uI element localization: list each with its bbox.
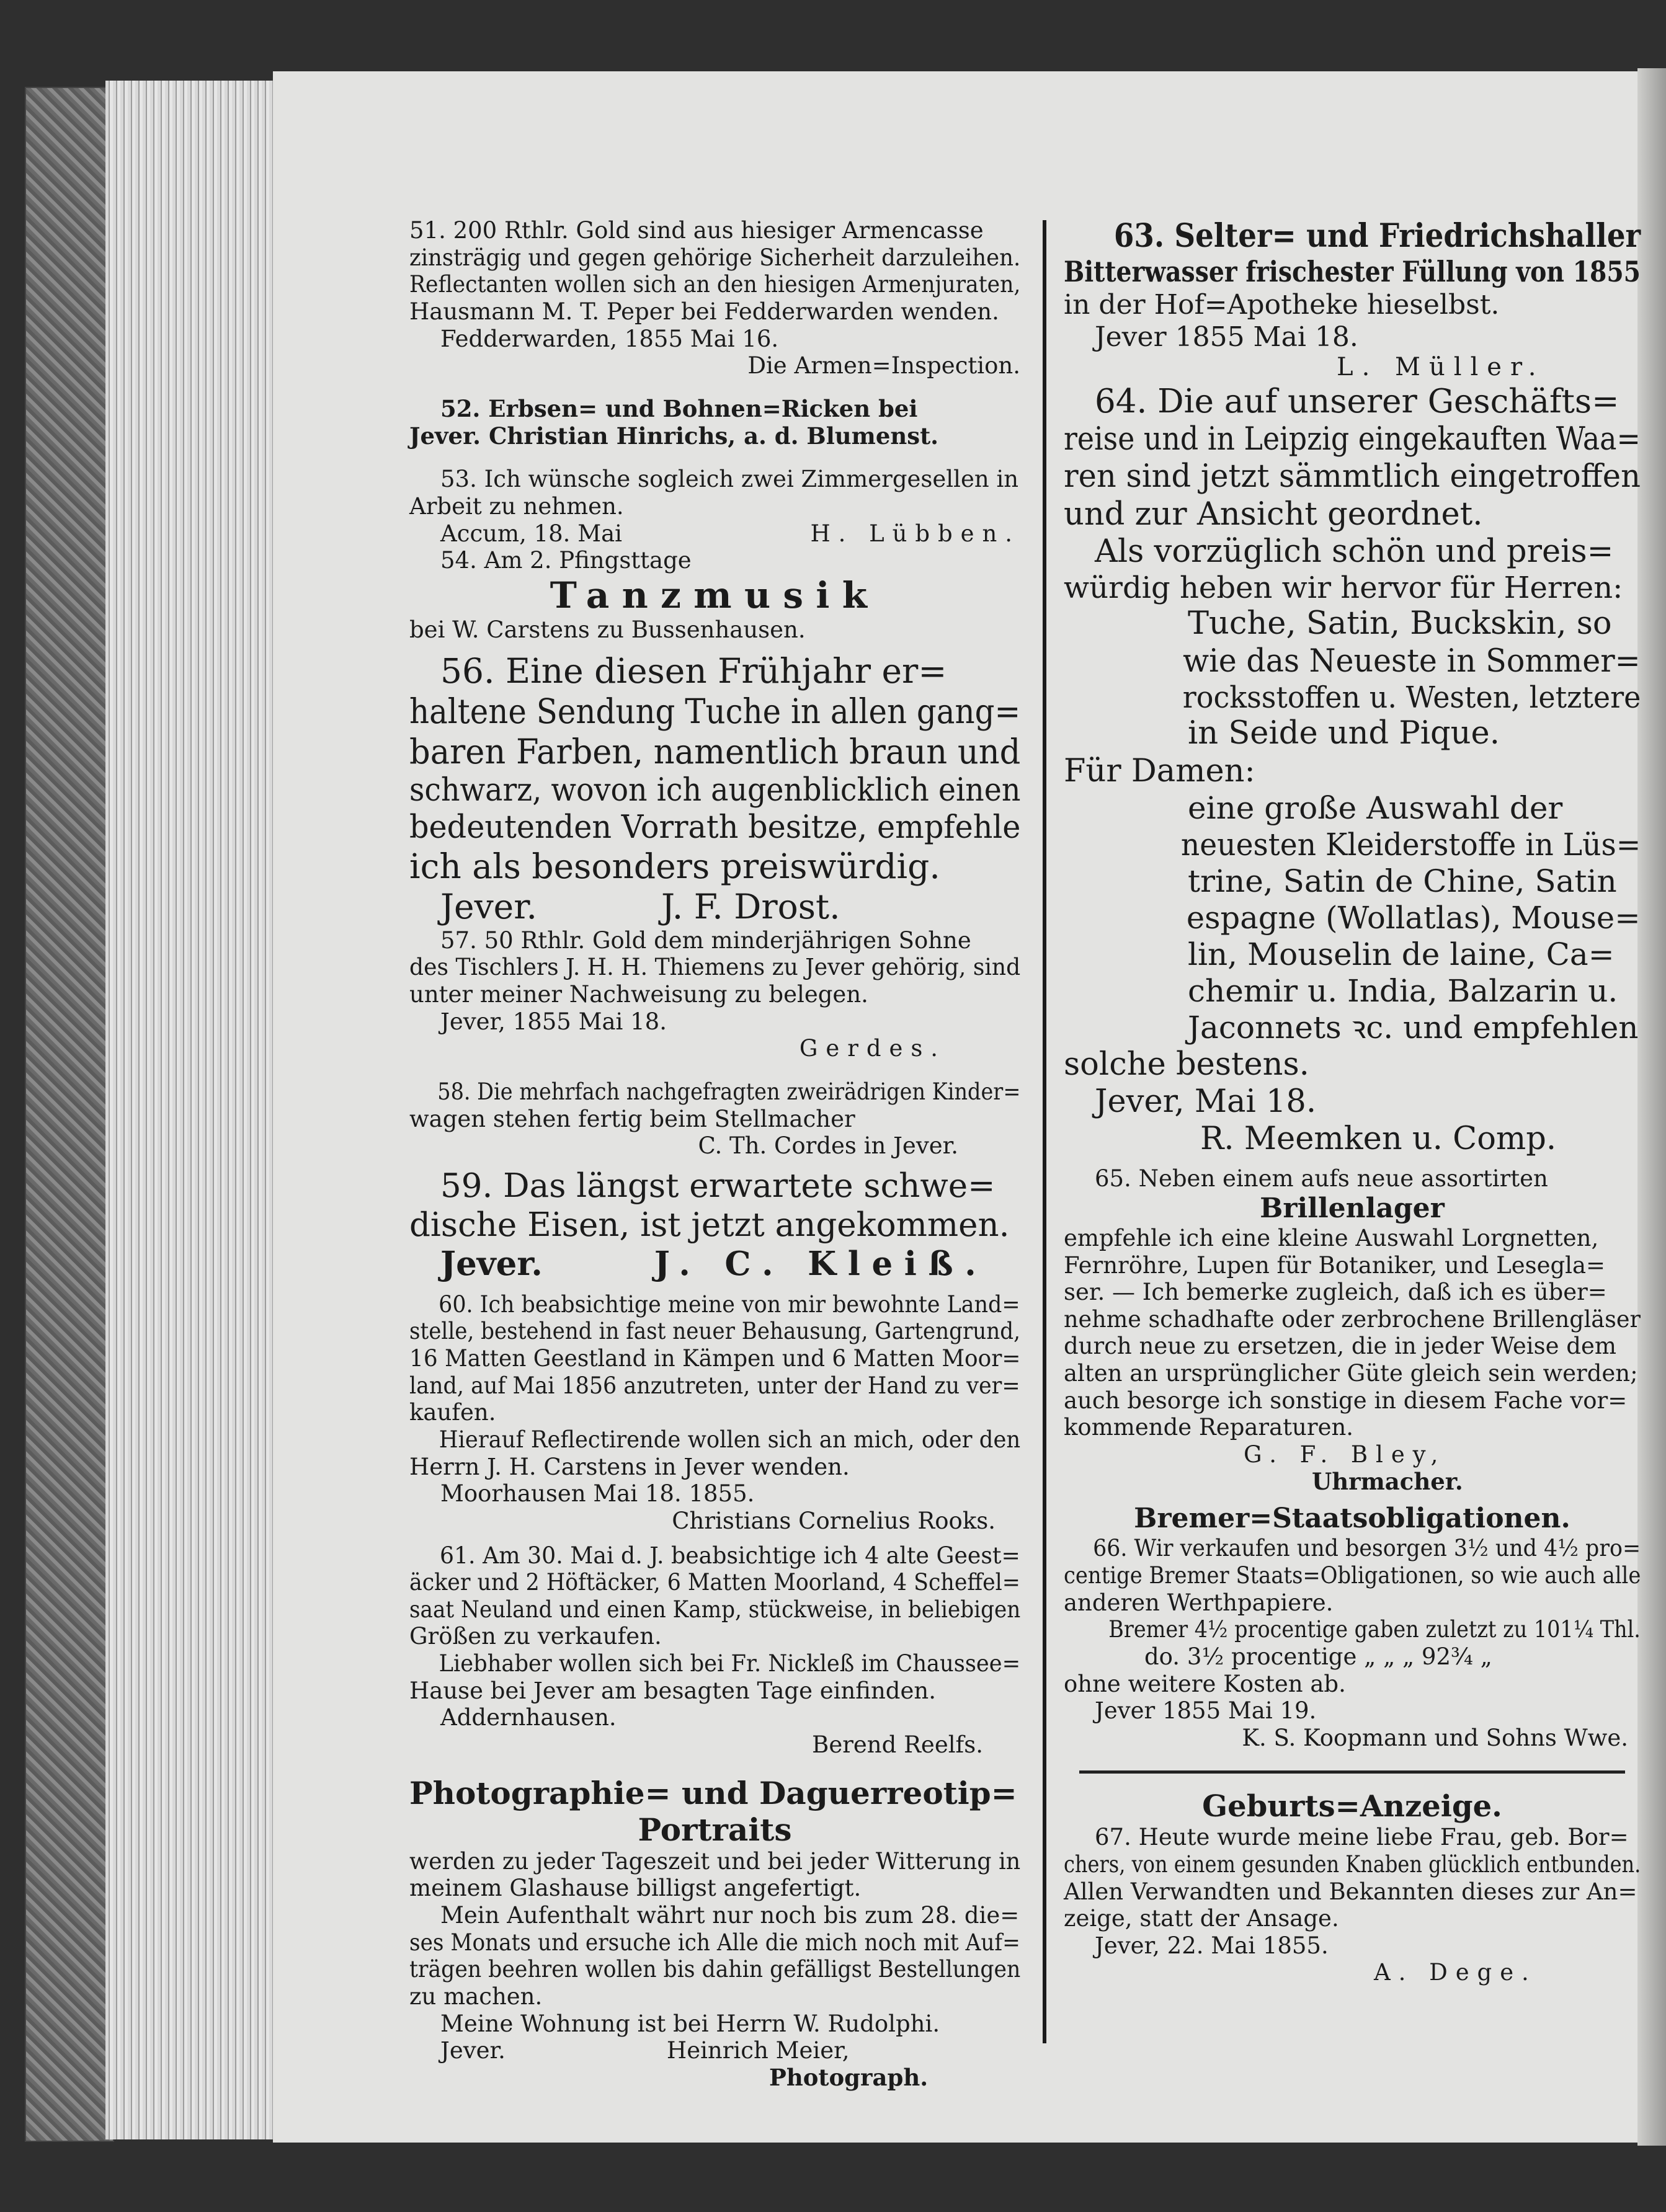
ad-signer: C. Th. Cordes in Jever.	[698, 1132, 958, 1160]
ad-line: Reflectanten wollen sich an den hiesigen Armenjuraten,	[409, 271, 1021, 298]
ad-line: 67. Heute wurde meine liebe Frau, geb. Bor=	[1095, 1824, 1629, 1851]
ad-line: espagne (Wollatlas), Mouse=	[1186, 899, 1641, 936]
ad-line: 58. Die mehrfach nachgefragten zweirädrigen Kinder=	[437, 1078, 1021, 1106]
ad-line: 59. Das längst erwartete schwe=	[440, 1167, 996, 1206]
ad-line: bei W. Carstens zu Bussenhausen.	[409, 616, 806, 644]
ad-line: chemir u. India, Balzarin u.	[1188, 972, 1618, 1009]
ad-line: zinsträgig und gegen gehörige Sicherheit darzuleihen.	[409, 244, 1021, 271]
ad-line: Tuche, Satin, Buckskin, so	[1188, 605, 1612, 642]
ad-line: 65. Neben einem aufs neue assortirten	[1095, 1165, 1548, 1193]
ad-53	[409, 466, 1020, 547]
ad-63	[1064, 217, 1641, 383]
ad-signer: J. C. Kleiß.	[654, 1245, 988, 1284]
ad-headline: Geburts=Anzeige.	[1202, 1788, 1502, 1824]
left-column	[409, 217, 1020, 2092]
ad-line: kaufen.	[409, 1399, 496, 1426]
ad-line: Liebhaber wollen sich bei Fr. Nickleß im Chaussee=	[439, 1650, 1021, 1677]
ad-line: 54. Am 2. Pfingsttage	[440, 547, 692, 574]
ad-54	[409, 547, 1020, 644]
ad-place: Jever 1855 Mai 18.	[1095, 321, 1358, 353]
ad-line: und zur Ansicht geordnet.	[1064, 495, 1483, 533]
ad-line: äcker und 2 Höftäcker, 6 Matten Moorland, 4 Scheffel=	[409, 1569, 1020, 1596]
ad-line: 53. Ich wünsche sogleich zwei Zimmergesellen in	[440, 466, 1019, 493]
ad-signer: Berend Reelfs.	[812, 1731, 983, 1759]
ad-line: do. 3½ procentige „ „ „ 92¾ „	[1144, 1643, 1492, 1670]
ad-62	[409, 1775, 1020, 2092]
ad-61	[409, 1542, 1020, 1759]
ad-line: haltene Sendung Tuche in allen gang=	[409, 691, 1021, 731]
ad-line: Allen Verwandten und Bekannten dieses zur An=	[1064, 1878, 1637, 1905]
ad-line: centige Bremer Staats=Obligationen, so wie auch alle	[1064, 1561, 1641, 1589]
ad-place: Jever, Mai 18.	[1095, 1083, 1317, 1120]
ad-line: bedeutenden Vorrath besitze, empfehle	[409, 809, 1021, 846]
ad-place: Jever, 1855 Mai 18.	[440, 1008, 667, 1035]
ad-line: Jever. Christian Hinrichs, a. d. Blumenst.	[409, 422, 939, 450]
ad-line: saat Neuland und einen Kamp, stückweise, in beliebigen	[409, 1596, 1021, 1623]
ad-line: rocksstoffen u. Westen, letztere	[1182, 680, 1641, 715]
ad-place: Jever.	[440, 886, 537, 926]
ad-place: Fedderwarden, 1855 Mai 16.	[440, 325, 779, 352]
ad-51	[409, 217, 1020, 380]
ad-56	[409, 651, 1020, 927]
ad-line: ren sind jetzt sämmtlich eingetroffen	[1064, 458, 1641, 495]
ad-line: 51. 200 Rthlr. Gold sind aus hiesiger Armencasse	[409, 217, 984, 244]
ad-line: 63. Selter= und Friedrichshaller	[1113, 217, 1641, 255]
ad-line: in der Hof=Apotheke hieselbst.	[1064, 288, 1500, 321]
ad-line: 56. Eine diesen Frühjahr er=	[440, 651, 947, 691]
ad-line: zeige, statt der Ansage.	[1064, 1905, 1339, 1932]
ad-64	[1064, 383, 1641, 1158]
ad-line: 66. Wir verkaufen und besorgen 3½ und 4½ pro=	[1093, 1535, 1641, 1562]
ad-line: anderen Werthpapiere.	[1064, 1589, 1334, 1616]
ad-headline: Portraits	[638, 1811, 792, 1848]
ad-line: eine große Auswahl der	[1188, 789, 1563, 826]
ad-line: solche bestens.	[1064, 1046, 1309, 1083]
ad-line: lin, Mouselin de laine, Ca=	[1188, 936, 1615, 972]
ad-line: Bitterwasser frischester Füllung von 1855	[1064, 255, 1641, 289]
ad-place: Jever.	[440, 1245, 543, 1284]
ad-line: ohne weitere Kosten ab.	[1064, 1670, 1346, 1697]
ad-signer: L. Müller.	[1337, 353, 1545, 382]
ad-60	[409, 1291, 1020, 1535]
ad-line: Meine Wohnung ist bei Herrn W. Rudolphi.	[440, 2010, 940, 2037]
ad-line: meinem Glashause billigst angefertigt.	[409, 1875, 862, 1902]
ad-headline: Photographie= und Daguerreotip=	[409, 1774, 1017, 1811]
ad-65	[1064, 1165, 1641, 1495]
ad-line: 60. Ich beabsichtige meine von mir bewohnte Land=	[439, 1290, 1020, 1318]
ad-line: unter meiner Nachweisung zu belegen.	[409, 981, 868, 1008]
ad-signer: H. Lübben.	[810, 520, 1020, 547]
ad-role: Photograph.	[769, 2064, 929, 2092]
ad-line: Hierauf Reflectirende wollen sich an mich, oder den	[439, 1426, 1021, 1453]
ad-52	[409, 396, 1020, 450]
ad-role: Uhrmacher.	[1312, 1467, 1463, 1495]
ad-line: zu machen.	[409, 1983, 543, 2010]
ad-line: trägen beehren wollen bis dahin gefälligst Bestellungen	[409, 1956, 1021, 1983]
ad-line: durch neue zu ersetzen, die in jeder Weise dem	[1064, 1333, 1616, 1360]
ad-line: wagen stehen fertig beim Stellmacher	[409, 1105, 855, 1132]
ad-line: stelle, bestehend in fast neuer Behausung, Gartengrund,	[409, 1318, 1020, 1345]
ad-line: Bremer 4½ procentige gaben zuletzt zu 101¼ Thl.	[1108, 1616, 1641, 1643]
ad-headline: Bremer=Staatsobligationen.	[1134, 1503, 1570, 1535]
ad-line: Herrn J. H. Carstens in Jever wenden.	[409, 1453, 850, 1480]
ad-line: würdig heben wir hervor für Herren:	[1064, 570, 1623, 605]
ad-line	[409, 887, 1020, 927]
ad-line: Hausmann M. T. Peper bei Fedderwarden wenden.	[409, 298, 999, 325]
ad-line: land, auf Mai 1856 anzutreten, unter der Hand zu ver=	[409, 1372, 1020, 1399]
page-edges	[105, 81, 292, 2139]
ad-line: Als vorzüglich schön und preis=	[1095, 533, 1614, 570]
ad-line: Fernröhre, Lupen für Botaniker, und Lesegla=	[1064, 1251, 1606, 1279]
ad-line: Addernhausen.	[440, 1704, 617, 1731]
ad-signer: Heinrich Meier,	[666, 2037, 850, 2064]
ad-line: Jever 1855 Mai 19.	[1095, 1697, 1317, 1725]
ad-signer: Gerdes.	[799, 1035, 946, 1062]
book-cover-edge	[25, 87, 114, 2142]
ad-line: nehme schadhafte oder zerbrochene Brillengläser	[1064, 1305, 1641, 1333]
ad-line: 52. Erbsen= und Bohnen=Ricken bei	[440, 394, 918, 422]
ad-signer: R. Meemken u. Comp.	[1200, 1121, 1557, 1158]
section-rule	[1079, 1770, 1625, 1774]
ad-line: neuesten Kleiderstoffe in Lüs=	[1180, 826, 1641, 863]
ad-line: ich als besonders preiswürdig.	[409, 846, 940, 886]
ad-line: chers, von einem gesunden Knaben glücklich entbunden.	[1064, 1850, 1641, 1878]
ad-line	[409, 520, 1020, 548]
ad-line: dische Eisen, ist jetzt angekommen.	[409, 1206, 1010, 1244]
ad-line: 16 Matten Geestland in Kämpen und 6 Matten Moor=	[409, 1344, 1021, 1372]
ad-signer: Die Armen=Inspection.	[747, 352, 1020, 380]
ad-signer: K. S. Koopmann und Sohns Wwe.	[1242, 1724, 1628, 1751]
ad-57	[409, 927, 1020, 1062]
ad-place: Jever.	[440, 2037, 506, 2064]
ad-line	[409, 1245, 1020, 1284]
ad-line: baren Farben, namentlich braun und	[409, 731, 1021, 771]
ad-59	[409, 1167, 1020, 1284]
ad-signer: A. Dege.	[1374, 1959, 1537, 1986]
ad-line	[409, 2037, 1020, 2064]
ad-67	[1064, 1789, 1641, 1987]
ad-signer: Christians Cornelius Rooks.	[672, 1507, 996, 1534]
ad-signer: G. F. Bley,	[1244, 1441, 1446, 1468]
ad-signer: J. F. Drost.	[661, 886, 840, 926]
ad-place: Accum, 18. Mai	[440, 520, 622, 547]
ad-line: empfehle ich eine kleine Auswahl Lorgnetten,	[1064, 1224, 1599, 1251]
ad-place: Moorhausen Mai 18. 1855.	[440, 1480, 755, 1508]
column-divider	[1043, 220, 1046, 2043]
ad-line: ser. — Ich bemerke zugleich, daß ich es über=	[1064, 1279, 1607, 1306]
ad-headline: Tanzmusik	[550, 574, 880, 616]
ad-line: 64. Die auf unserer Geschäfts=	[1095, 382, 1619, 420]
ad-line: des Tischlers J. H. H. Thiemens zu Jever gehörig, sind	[409, 954, 1021, 981]
ad-line: in Seide und Pique.	[1188, 715, 1500, 752]
ad-line: Mein Aufenthalt währt nur noch bis zum 28. die=	[440, 1902, 1020, 1929]
ad-line: wie das Neueste in Sommer=	[1183, 642, 1641, 680]
ad-line: alten an ursprünglicher Güte gleich sein werden;	[1064, 1360, 1638, 1387]
ad-line: reise und in Leipzig eingekauften Waa=	[1064, 421, 1641, 458]
ad-line: schwarz, wovon ich augenblicklich einen	[409, 771, 1021, 809]
ad-line: trine, Satin de Chine, Satin	[1188, 863, 1617, 899]
right-column	[1064, 217, 1641, 1986]
ad-line: werden zu jeder Tageszeit und bei jeder Witterung in	[409, 1847, 1021, 1875]
ad-place: Jever, 22. Mai 1855.	[1095, 1932, 1329, 1959]
ad-line: Für Damen:	[1064, 752, 1255, 789]
ad-line: Hause bei Jever am besagten Tage einfinden.	[409, 1677, 936, 1704]
ad-line: Jaconnets ꝛc. und empfehlen	[1188, 1009, 1639, 1046]
ad-66	[1064, 1503, 1641, 1751]
ad-line: auch besorge ich sonstige in diesem Fache vor=	[1064, 1387, 1628, 1414]
ad-line: Arbeit zu nehmen.	[409, 492, 624, 520]
page-right-edge	[1637, 68, 1666, 2146]
ad-line: kommende Reparaturen.	[1064, 1414, 1354, 1441]
ad-headline: Brillenlager	[1260, 1192, 1445, 1224]
ad-line: Größen zu verkaufen.	[409, 1623, 662, 1650]
ad-line: 61. Am 30. Mai d. J. beabsichtige ich 4 alte Geest=	[439, 1542, 1020, 1569]
ad-line: 57. 50 Rthlr. Gold dem minderjährigen Sohne	[440, 926, 971, 954]
ad-line: ses Monats und ersuche ich Alle die mich noch mit Auf=	[409, 1929, 1020, 1956]
ad-58	[409, 1078, 1020, 1160]
